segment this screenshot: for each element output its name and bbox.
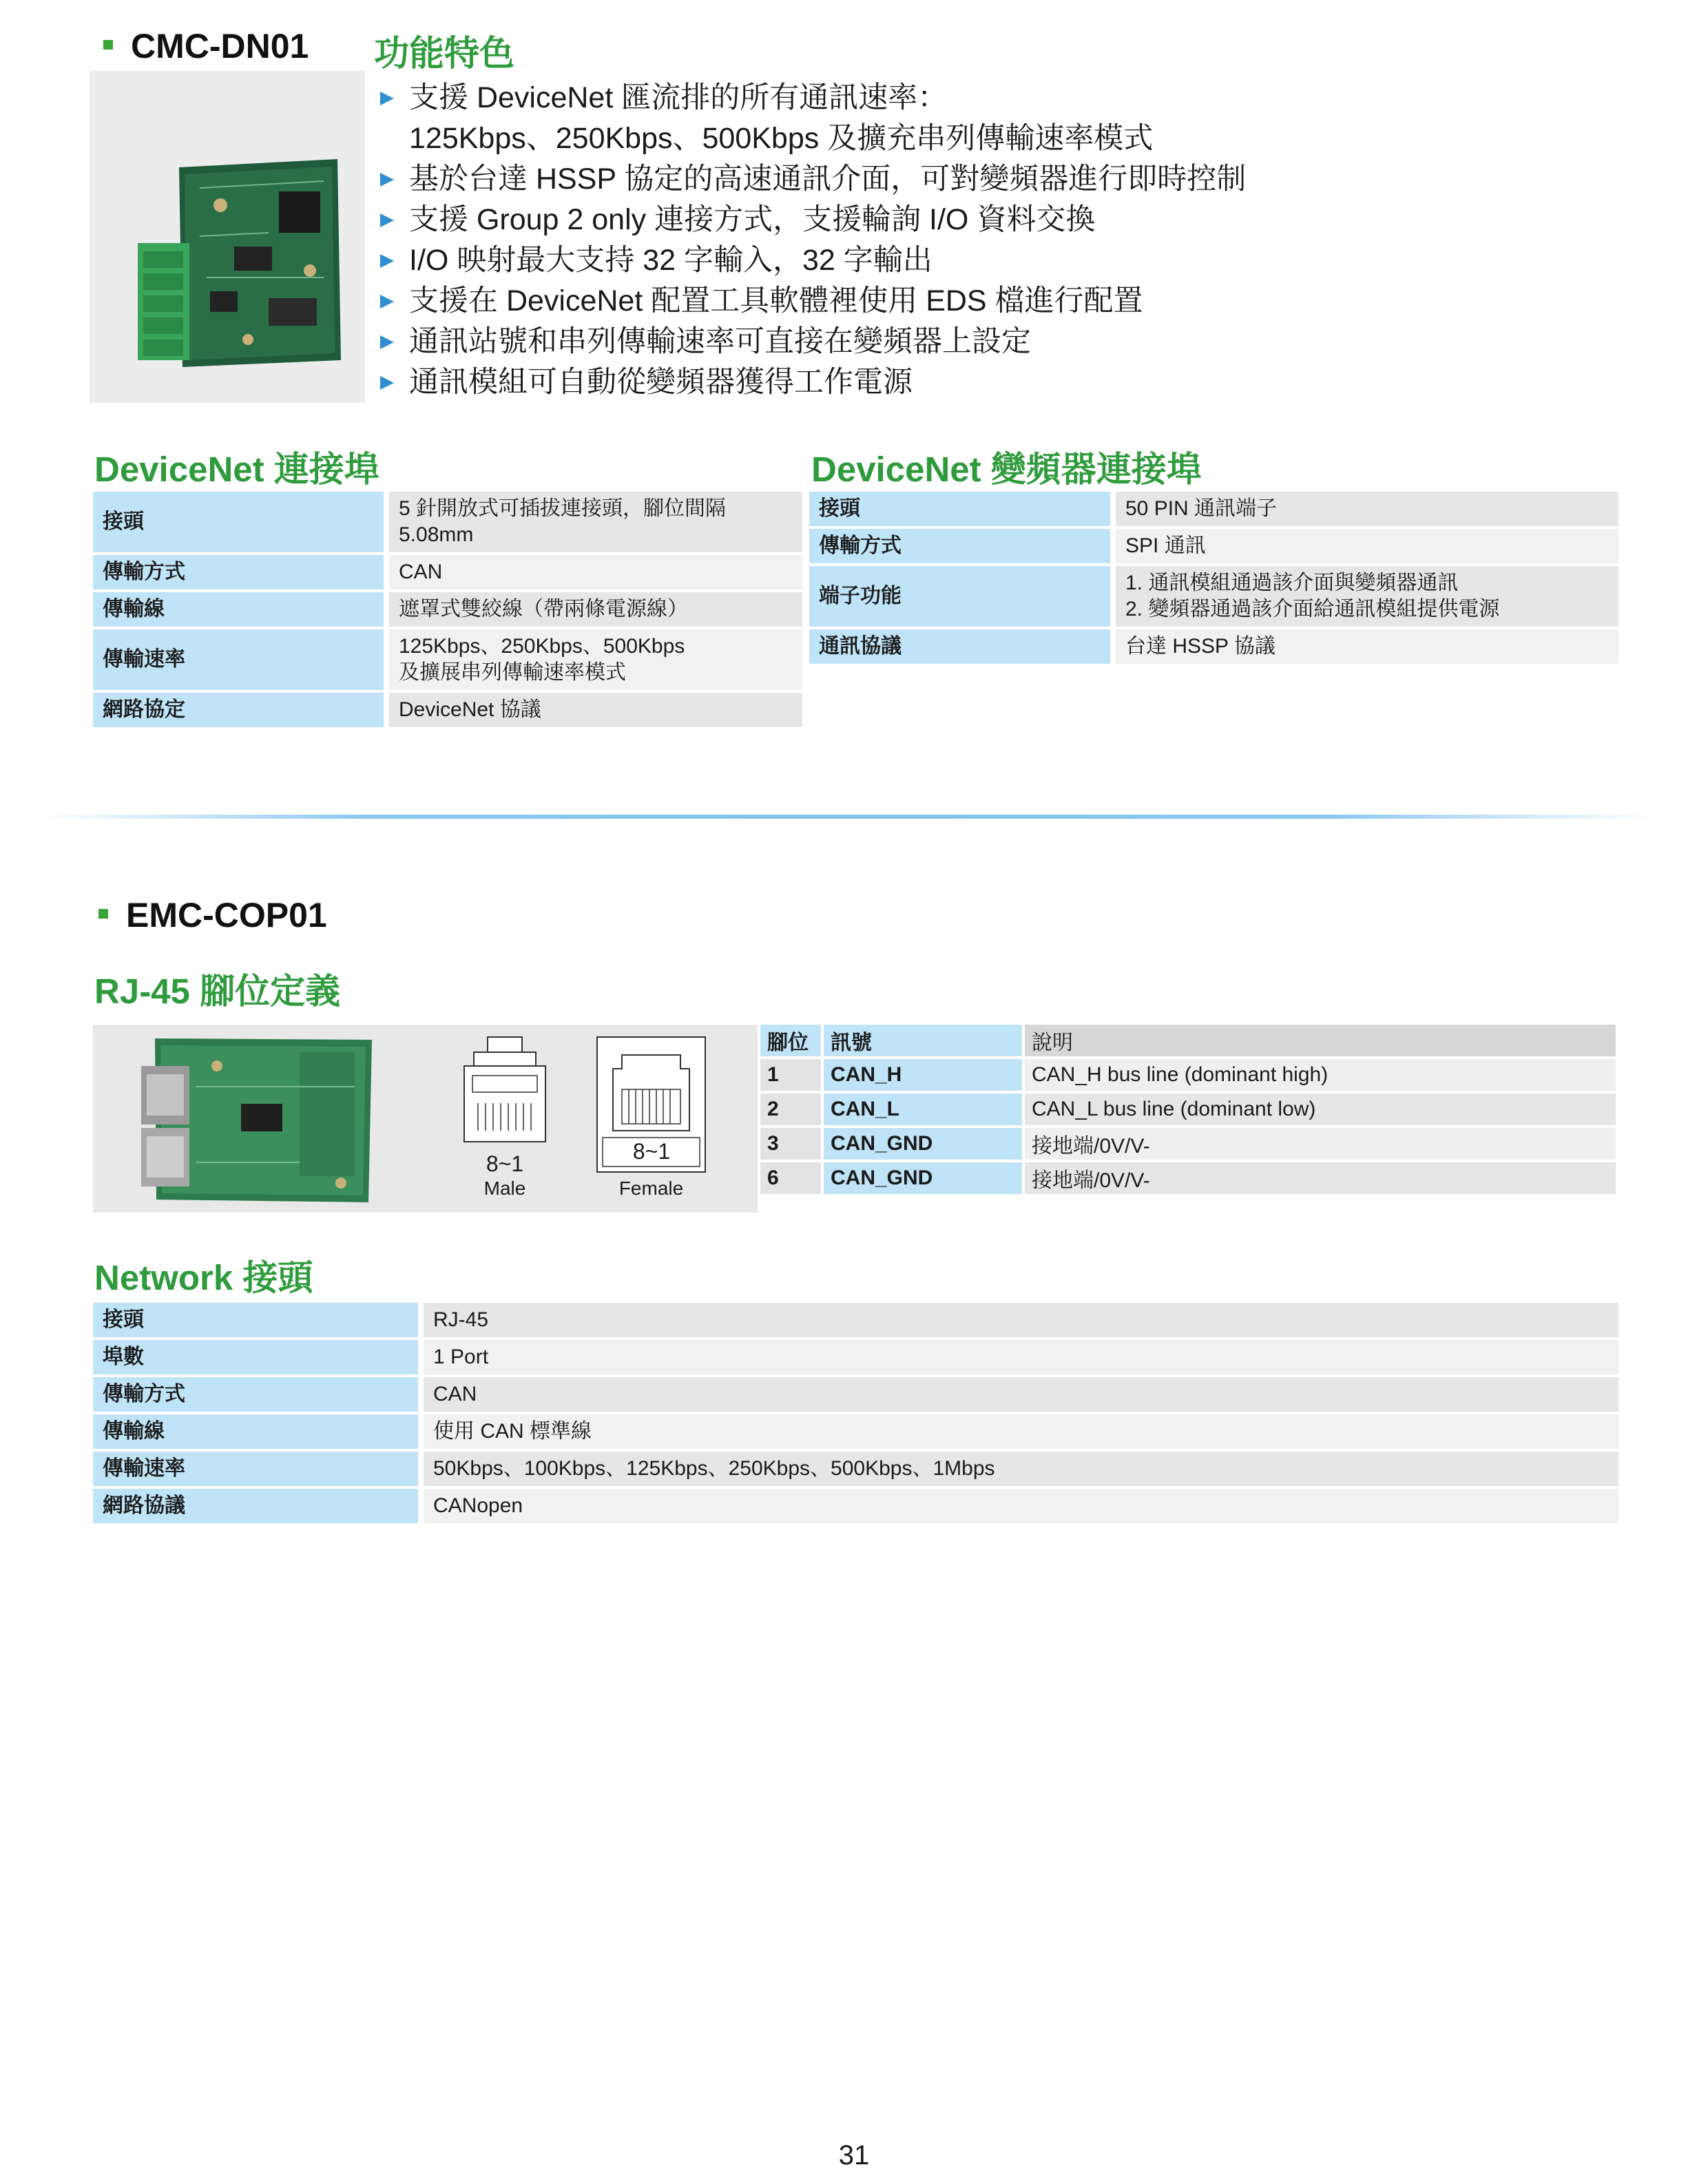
table-key: 傳輸速率 [93, 629, 389, 690]
table-row [93, 693, 802, 727]
feature-item: 通訊模組可自動從變頻器獲得工作電源 [380, 362, 1246, 403]
pin-number: 2 [760, 1094, 821, 1125]
rj45-male-plug-icon [460, 1034, 550, 1151]
table-row [93, 1489, 1618, 1523]
table-row [760, 1128, 1616, 1160]
devicenet-port-title: DeviceNet 連接埠 [94, 450, 379, 489]
table-key: 傳輸線 [93, 592, 389, 627]
table-value: RJ-45 [424, 1303, 1618, 1337]
table-key: 接頭 [809, 492, 1116, 526]
triangle-bullet-icon [380, 213, 394, 227]
table-row [809, 492, 1618, 526]
table-row [93, 1452, 1618, 1486]
table-row [760, 1059, 1616, 1091]
triangle-bullet-icon [380, 335, 394, 349]
header-signal: 訊號 [824, 1025, 1022, 1056]
feature-item-continuation: 125Kbps、250Kbps、500Kbps 及擴充串列傳輸速率模式 [409, 122, 1154, 155]
rj45-pin-table [758, 1022, 1618, 1197]
pin-signal: CAN_H [824, 1059, 1022, 1091]
table-row [760, 1162, 1616, 1194]
bullet-square-icon [98, 909, 108, 919]
drive-port-title: DeviceNet 變頻器連接埠 [811, 450, 1202, 489]
table-header-row [760, 1025, 1616, 1056]
triangle-bullet-icon [380, 295, 394, 308]
table-value: CANopen [424, 1489, 1618, 1523]
male-pin-range: 8~1 [486, 1151, 524, 1176]
table-value: 1 Port [424, 1340, 1618, 1374]
table-key: 傳輸方式 [93, 1377, 424, 1412]
pcb-board-icon [90, 71, 365, 403]
cmc-dn01-product-photo [90, 71, 365, 403]
table-row [809, 529, 1618, 563]
bullet-square-icon [103, 40, 113, 50]
table-value: 使用 CAN 標準線 [424, 1414, 1618, 1449]
pin-desc: CAN_H bus line (dominant high) [1025, 1059, 1616, 1091]
network-table [93, 1300, 1618, 1526]
model-title-emc-cop01: EMC-COP01 [98, 895, 327, 935]
table-row [93, 592, 802, 627]
table-key: 接頭 [93, 1303, 424, 1337]
table-key: 傳輸方式 [809, 529, 1116, 563]
feature-item: I/O 映射最大支持 32 字輸入，32 字輸出 [380, 240, 1246, 281]
table-row [93, 1377, 1618, 1412]
rj45-diagram-panel [93, 1025, 758, 1213]
pin-desc: 接地端/0V/V- [1025, 1162, 1616, 1194]
pin-desc: 接地端/0V/V- [1025, 1128, 1616, 1160]
table-row [809, 629, 1618, 664]
drive-port-table [809, 489, 1618, 667]
table-row [93, 1414, 1618, 1449]
pin-number: 6 [760, 1162, 821, 1194]
pin-signal: CAN_L [824, 1094, 1022, 1125]
table-value: 遮罩式雙絞線（帶兩條電源線） [389, 592, 802, 627]
table-value: 50 PIN 通訊端子 [1116, 492, 1618, 526]
table-row [93, 1340, 1618, 1374]
table-row [93, 555, 802, 589]
table-row [93, 629, 802, 690]
feature-item: 支援 DeviceNet 匯流排的所有通訊速率： [380, 78, 1246, 118]
feature-item: 基於台達 HSSP 協定的高速通訊介面，可對變頻器進行即時控制 [380, 159, 1246, 200]
triangle-bullet-icon [380, 376, 394, 390]
header-pin: 腳位 [760, 1025, 821, 1056]
table-row [93, 492, 802, 552]
table-row [809, 566, 1618, 627]
triangle-bullet-icon [380, 254, 394, 268]
table-key: 埠數 [93, 1340, 424, 1374]
pin-desc: CAN_L bus line (dominant low) [1025, 1094, 1616, 1125]
male-label: Male [483, 1178, 526, 1199]
table-value: CAN [389, 555, 802, 589]
table-key: 傳輸方式 [93, 555, 389, 589]
female-label: Female [618, 1178, 684, 1199]
features-list [380, 78, 1246, 403]
table-value: CAN [424, 1377, 1618, 1412]
pin-signal: CAN_GND [824, 1128, 1022, 1160]
table-row [93, 1303, 1618, 1337]
feature-item: 支援 Group 2 only 連接方式，支援輪詢 I/O 資料交換 [380, 200, 1246, 240]
table-value: 5 針開放式可插拔連接頭，腳位間隔 5.08mm [389, 492, 802, 552]
table-value: 50Kbps、100Kbps、125Kbps、250Kbps、500Kbps、1Mbps [424, 1452, 1618, 1486]
table-key: 網路協議 [93, 1489, 424, 1523]
table-value: DeviceNet 協議 [389, 693, 802, 727]
table-value: 125Kbps、250Kbps、500Kbps 及擴展串列傳輸速率模式 [389, 629, 802, 690]
feature-item: 通訊站號和串列傳輸速率可直接在變頻器上設定 [380, 322, 1246, 362]
model-title-cmc-dn01: CMC-DN01 [103, 26, 309, 66]
triangle-bullet-icon [380, 92, 394, 105]
table-value: 1. 通訊模組通過該介面與變頻器通訊 2. 變頻器通過該介面給通訊模組提供電源 [1116, 566, 1618, 627]
network-title: Network 接頭 [94, 1258, 313, 1297]
feature-item: 支援在 DeviceNet 配置工具軟體裡使用 EDS 檔進行配置 [380, 281, 1246, 322]
triangle-bullet-icon [380, 173, 394, 187]
header-desc: 說明 [1025, 1025, 1616, 1056]
table-key: 通訊協議 [809, 629, 1116, 664]
table-key: 網路協定 [93, 693, 389, 727]
features-title: 功能特色 [374, 34, 515, 73]
pin-signal: CAN_GND [824, 1162, 1022, 1194]
table-row [760, 1094, 1616, 1125]
table-key: 傳輸線 [93, 1414, 424, 1449]
female-pin-range: 8~1 [632, 1139, 671, 1164]
table-key: 端子功能 [809, 566, 1116, 627]
table-key: 傳輸速率 [93, 1452, 424, 1486]
table-value: 台達 HSSP 協議 [1116, 629, 1618, 664]
table-key: 接頭 [93, 492, 389, 552]
devicenet-port-table [93, 489, 802, 730]
pin-number: 1 [760, 1059, 821, 1091]
table-value: SPI 通訊 [1116, 529, 1618, 563]
pin-number: 3 [760, 1128, 821, 1160]
page-number: 31 [838, 2140, 870, 2170]
section-divider [41, 815, 1653, 819]
rj45-title: RJ-45 腳位定義 [94, 972, 341, 1011]
